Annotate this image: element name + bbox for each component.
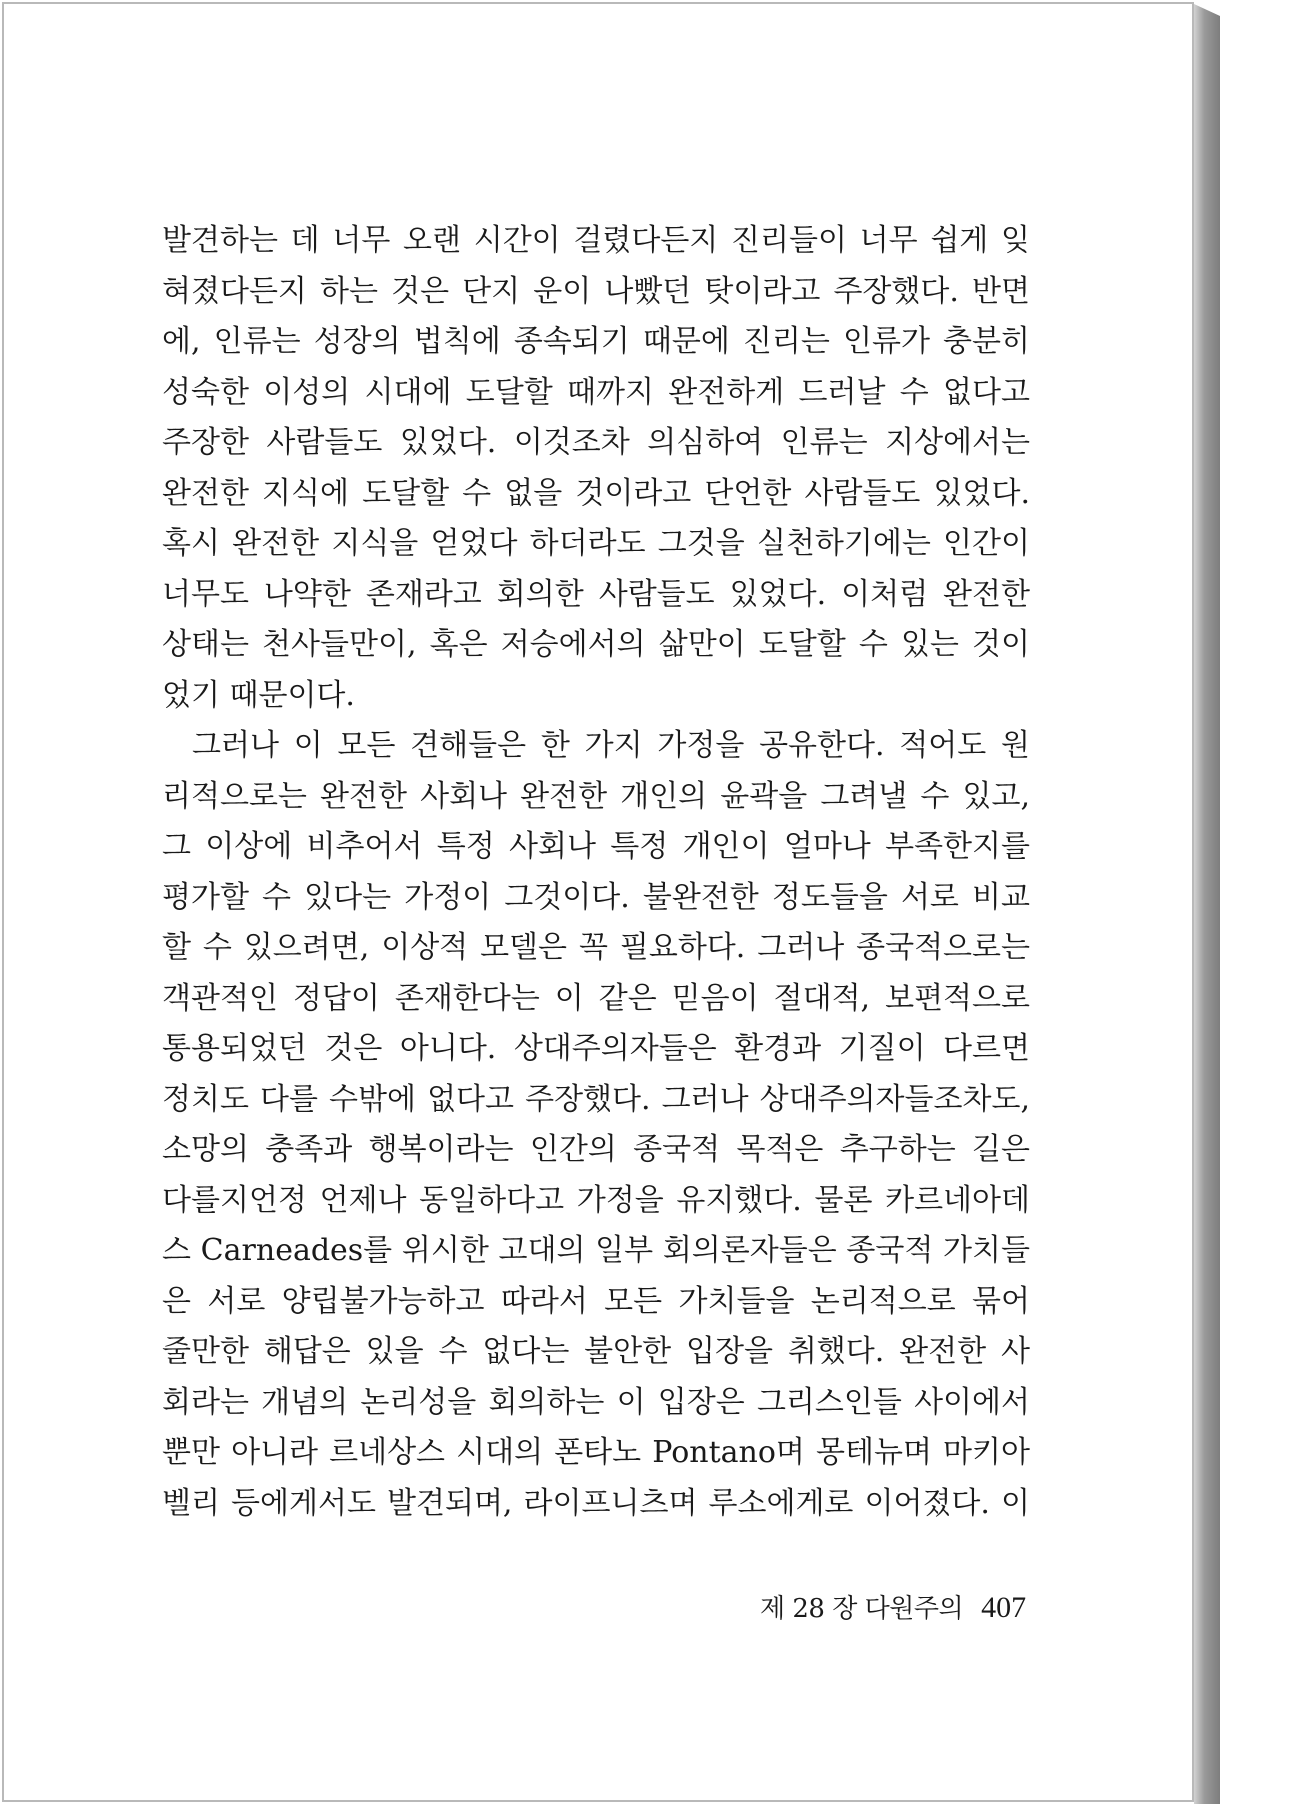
text-line: 회라는 개념의 논리성을 회의하는 이 입장은 그리스인들 사이에서 bbox=[162, 1384, 1030, 1420]
text-line: 혹시 완전한 지식을 얻었다 하더라도 그것을 실천하기에는 인간이 bbox=[162, 526, 1030, 561]
text-line: 은 서로 양립불가능하고 따라서 모든 가치들을 논리적으로 묶어 bbox=[162, 1283, 1030, 1319]
text-line: 객관적인 정답이 존재한다는 이 같은 믿음이 절대적, 보편적으로 bbox=[162, 980, 1030, 1016]
text-line: 발견하는 데 너무 오랜 시간이 걸렸다든지 진리들이 너무 쉽게 잊 bbox=[162, 223, 1030, 258]
page-stack-edge bbox=[1194, 4, 1220, 1804]
text-line: 소망의 충족과 행복이라는 인간의 종국적 목적은 추구하는 길은 bbox=[162, 1132, 1030, 1167]
text-line: 통용되었던 것은 아니다. 상대주의자들은 환경과 기질이 다르면 bbox=[162, 1031, 1030, 1066]
page-body-text bbox=[162, 216, 1030, 1529]
text-line: 리적으로는 완전한 사회나 완전한 개인의 윤곽을 그려낼 수 있고, bbox=[162, 778, 1030, 814]
text-line: 그 이상에 비추어서 특정 사회나 특정 개인이 얼마나 부족한지를 bbox=[162, 829, 1030, 864]
text-line: 너무도 나약한 존재라고 회의한 사람들도 있었다. 이처럼 완전한 bbox=[162, 576, 1030, 612]
text-line: 완전한 지식에 도달할 수 없을 것이라고 단언한 사람들도 있었다. bbox=[162, 475, 1030, 511]
chapter-title: 제 28 장 다원주의 bbox=[760, 1594, 964, 1624]
text-line: 스 Carneades를 위시한 고대의 일부 회의론자들은 종국적 가치들 bbox=[162, 1233, 1030, 1268]
text-line: 정치도 다를 수밖에 없다고 주장했다. 그러나 상대주의자들조차도, bbox=[162, 1081, 1030, 1117]
text-line: 에, 인류는 성장의 법칙에 종속되기 때문에 진리는 인류가 충분히 bbox=[162, 324, 1030, 359]
text-line: 뿐만 아니라 르네상스 시대의 폰타노 Pontano며 몽테뉴며 마키아 bbox=[162, 1435, 1030, 1470]
text-line: 주장한 사람들도 있었다. 이것조차 의심하여 인류는 지상에서는 bbox=[162, 425, 1030, 460]
page-footer bbox=[760, 1588, 1027, 1625]
text-line: 었기 때문이다. bbox=[162, 677, 355, 713]
text-line: 성숙한 이성의 시대에 도달할 때까지 완전하게 드러날 수 없다고 bbox=[162, 374, 1030, 410]
paragraph-first-line: 그러나 이 모든 견해들은 한 가지 가정을 공유한다. 적어도 원 bbox=[192, 728, 1030, 763]
text-line: 상태는 천사들만이, 혹은 저승에서의 삶만이 도달할 수 있는 것이 bbox=[162, 627, 1030, 662]
text-line: 줄만한 해답은 있을 수 없다는 불안한 입장을 취했다. 완전한 사 bbox=[162, 1334, 1030, 1369]
text-line: 평가할 수 있다는 가정이 그것이다. 불완전한 정도들을 서로 비교 bbox=[162, 879, 1030, 915]
text-line: 혀졌다든지 하는 것은 단지 운이 나빴던 탓이라고 주장했다. 반면 bbox=[162, 273, 1030, 309]
text-line: 다를지언정 언제나 동일하다고 가정을 유지했다. 물론 카르네아데 bbox=[162, 1182, 1030, 1218]
text-line: 벨리 등에게서도 발견되며, 라이프니츠며 루소에게로 이어졌다. 이 bbox=[162, 1485, 1030, 1521]
text-line: 할 수 있으려면, 이상적 모델은 꼭 필요하다. 그러나 종국적으로는 bbox=[162, 930, 1030, 965]
page-number: 407 bbox=[981, 1591, 1027, 1624]
